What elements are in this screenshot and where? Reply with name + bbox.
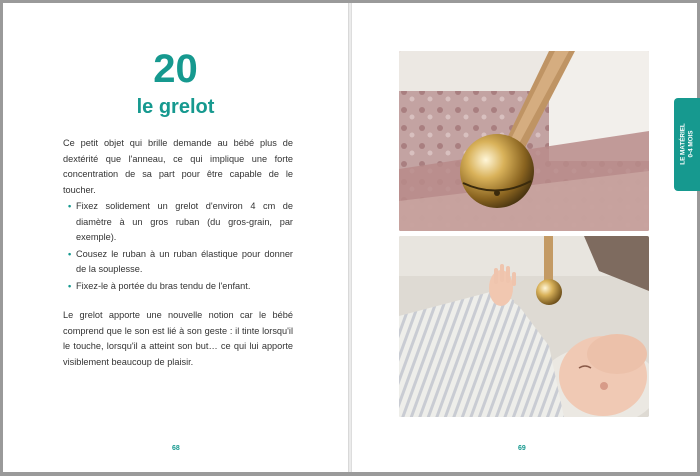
baby-photo xyxy=(399,236,649,417)
list-item-text: Fixez solidement un grelot d'environ 4 cm de diamètre à un gros ruban (du gros-grain, par exemple). xyxy=(76,201,293,242)
intro-paragraph: Ce petit objet qui brille demande au bébé plus de dextérité que l'anneau, ce qui implique une forte concentration de sa part pour être capable de le toucher. xyxy=(63,138,293,195)
chapter-number: 20 xyxy=(153,47,198,91)
chapter-title: le grelot xyxy=(136,96,215,118)
section-tab[interactable] xyxy=(674,98,700,191)
left-page xyxy=(3,3,348,472)
bell-ribbon-photo xyxy=(399,51,649,231)
page-number-left: 68 xyxy=(172,445,180,452)
list-item-text: Cousez le ruban à un ruban élastique pour donner de la souplesse. xyxy=(76,248,293,274)
baby-illustration xyxy=(399,236,649,417)
list-item xyxy=(63,199,293,246)
closing-paragraph: Le grelot apporte une nouvelle notion car le bébé comprend que le son est lié à son geste : il tinte lorsqu'il le touche, lorsqu'il a atteint son but… ce qui lui apporte visiblement beaucoup de plaisir. xyxy=(63,310,293,367)
right-page xyxy=(352,3,697,472)
bullet-icon: • xyxy=(68,201,72,211)
bullet-icon: • xyxy=(68,280,72,291)
list-item-text: Fixez-le à portée du bras tendu de l'enfant. xyxy=(76,280,251,291)
list-item xyxy=(63,279,293,295)
section-tab-title: LE MATÉRIEL xyxy=(679,123,687,165)
bell-ribbon-illustration xyxy=(399,51,649,231)
bullet-icon: • xyxy=(68,248,72,259)
page-number-right: 69 xyxy=(518,445,526,452)
list-item xyxy=(63,247,293,278)
section-tab-label xyxy=(680,123,695,165)
instruction-list xyxy=(63,199,293,295)
section-tab-subtitle: 0-4 MOIS xyxy=(687,130,694,158)
